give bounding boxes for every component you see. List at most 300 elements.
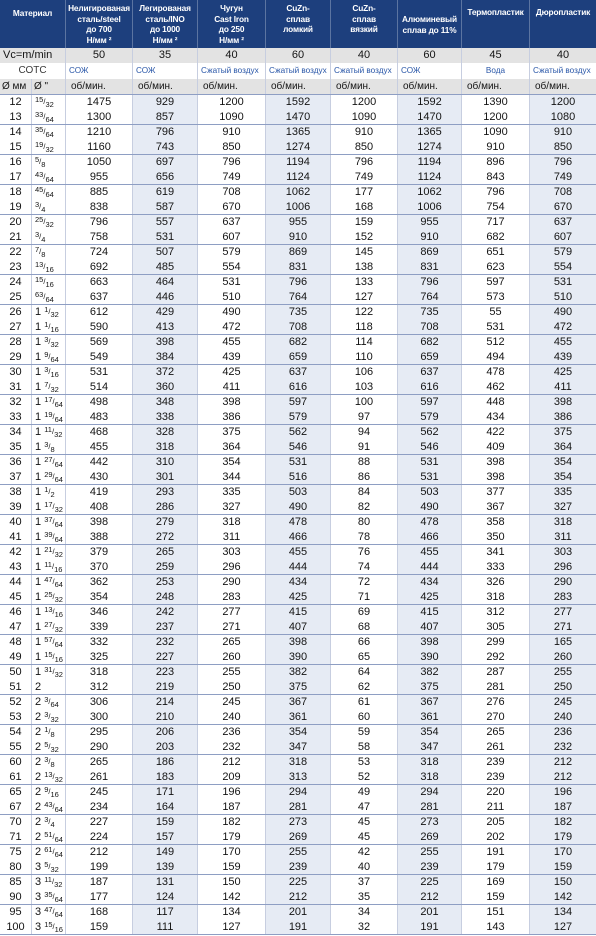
- fraction-slash: /: [48, 862, 51, 871]
- rpm-cell-unalloyed-steel: 199: [66, 860, 133, 874]
- rpm-cell-brass-tough: 76: [331, 545, 398, 560]
- rpm-cell-brass-tough: 133: [331, 275, 398, 290]
- rpm-cell-thermoplastic: 843: [462, 170, 530, 184]
- rpm-cell-brass-tough: 118: [331, 320, 398, 334]
- rpm-cell-thermoplastic: 754: [462, 200, 530, 214]
- rpm-cell-duroplastic: 127: [530, 920, 596, 934]
- diameter-mm-cell: 17: [0, 170, 32, 184]
- rpm-cell-cast-iron: 255: [198, 665, 266, 680]
- coolant-thermoplastic: Вода: [462, 63, 530, 79]
- fraction-whole: 1: [35, 501, 42, 513]
- rpm-cell-unalloyed-steel: 312: [66, 680, 133, 694]
- rpm-cell-duroplastic: 134: [530, 905, 596, 920]
- rpm-cell-cast-iron: 554: [198, 260, 266, 274]
- fraction-denominator: 8: [41, 250, 46, 259]
- fraction-slash: /: [52, 907, 55, 916]
- fraction-denominator: 64: [54, 520, 63, 529]
- diameter-inch-cell: [32, 335, 66, 350]
- rpm-cell-brass-brittle: 531: [266, 455, 331, 470]
- fraction-slash: /: [48, 727, 51, 736]
- rpm-cell-alloyed-steel: 265: [133, 545, 198, 560]
- table-row: [0, 275, 596, 290]
- table-row: [0, 605, 596, 620]
- fraction-numerator: 5: [44, 740, 49, 749]
- rpm-cell-duroplastic: 439: [530, 350, 596, 364]
- fraction-slash: /: [52, 577, 55, 586]
- fraction-denominator: 32: [45, 100, 54, 109]
- rpm-cell-aluminium-alloy: 318: [398, 755, 462, 770]
- diameter-inch-cell: [32, 365, 66, 380]
- rpm-cell-alloyed-steel: 413: [133, 320, 198, 334]
- rpm-cell-alloyed-steel: 301: [133, 470, 198, 484]
- rpm-cell-thermoplastic: 682: [462, 230, 530, 244]
- diameter-inch-cell: [32, 740, 66, 754]
- rpm-cell-thermoplastic: 597: [462, 275, 530, 290]
- fraction-slash: /: [43, 172, 46, 181]
- rpm-cell-cast-iron: 232: [198, 740, 266, 754]
- fraction-denominator: 64: [45, 190, 54, 199]
- diameter-mm-cell: 61: [0, 770, 32, 784]
- diameter-inch-cell: [32, 125, 66, 140]
- fraction-numerator: 57: [44, 635, 53, 644]
- cutting-speed-aluminium-alloy: 60: [398, 48, 462, 63]
- rpm-cell-thermoplastic: 717: [462, 215, 530, 230]
- rpm-cell-unalloyed-steel: 549: [66, 350, 133, 364]
- rpm-cell-duroplastic: 311: [530, 530, 596, 544]
- table-row: [0, 110, 596, 125]
- rpm-cell-brass-tough: 1200: [331, 95, 398, 110]
- material-header-line: до 250: [218, 24, 245, 34]
- table-row: [0, 665, 596, 680]
- diameter-mm-cell: 13: [0, 110, 32, 124]
- rpm-cell-aluminium-alloy: 1124: [398, 170, 462, 184]
- fraction-slash: /: [39, 157, 42, 166]
- fraction-numerator: 43: [35, 170, 44, 179]
- rpm-cell-cast-iron: 579: [198, 245, 266, 260]
- rpm-cell-brass-brittle: 382: [266, 665, 331, 680]
- rpm-cell-duroplastic: 411: [530, 380, 596, 394]
- fraction-whole: 1: [35, 621, 42, 633]
- rpm-cell-cast-iron: 187: [198, 800, 266, 814]
- fraction-whole: 2: [35, 726, 42, 738]
- table-row: [0, 680, 596, 695]
- rpm-cell-brass-brittle: 579: [266, 410, 331, 424]
- diameter-inch-cell: [32, 650, 66, 664]
- diameter-mm-cell: 53: [0, 710, 32, 724]
- fraction-whole: 1: [35, 411, 42, 423]
- fraction-numerator: 7: [35, 245, 40, 254]
- diameter-inch-cell: [32, 590, 66, 604]
- rpm-cell-alloyed-steel: 338: [133, 410, 198, 424]
- rpm-unit-alloyed-steel: об/мин.: [133, 79, 198, 94]
- rpm-cell-brass-tough: 152: [331, 230, 398, 244]
- rpm-cell-duroplastic: 303: [530, 545, 596, 560]
- rpm-cell-thermoplastic: 478: [462, 365, 530, 380]
- fraction-slash: /: [43, 97, 46, 106]
- rpm-cell-alloyed-steel: 183: [133, 770, 198, 784]
- rpm-cell-brass-brittle: 1062: [266, 185, 331, 200]
- rpm-cell-duroplastic: 255: [530, 665, 596, 680]
- diameter-inch-cell: [32, 845, 66, 860]
- rpm-cell-thermoplastic: 377: [462, 485, 530, 500]
- diameter-mm-cell: 36: [0, 455, 32, 470]
- coolant-brass-brittle: Сжатый воздух: [266, 63, 331, 79]
- diameter-mm-cell: 80: [0, 860, 32, 874]
- rpm-cell-alloyed-steel: 157: [133, 830, 198, 844]
- rpm-cell-cast-iron: 159: [198, 860, 266, 874]
- rpm-cell-brass-brittle: 869: [266, 245, 331, 260]
- diameter-inch-cell: [32, 770, 66, 784]
- fraction-slash: /: [51, 877, 55, 886]
- rpm-cell-alloyed-steel: 219: [133, 680, 198, 694]
- diameter-inch-cell: [32, 260, 66, 274]
- table-row: [0, 290, 596, 305]
- rpm-cell-cast-iron: 749: [198, 170, 266, 184]
- fraction-numerator: 9: [44, 785, 49, 794]
- rpm-cell-thermoplastic: 312: [462, 605, 530, 620]
- rpm-cell-thermoplastic: 169: [462, 875, 530, 890]
- material-header-alloyed-steel: [133, 0, 198, 48]
- diameter-inch-cell: [32, 245, 66, 260]
- rpm-cell-thermoplastic: 434: [462, 410, 530, 424]
- rpm-cell-unalloyed-steel: 590: [66, 320, 133, 334]
- fraction-numerator: 5: [44, 860, 49, 869]
- rpm-cell-cast-iron: 335: [198, 485, 266, 500]
- rpm-cell-alloyed-steel: 206: [133, 725, 198, 740]
- rpm-cell-brass-tough: 94: [331, 425, 398, 440]
- rpm-cell-duroplastic: 150: [530, 875, 596, 890]
- table-row: [0, 590, 596, 605]
- fraction-denominator: 32: [50, 865, 59, 874]
- rpm-cell-alloyed-steel: 111: [133, 920, 198, 934]
- fraction-denominator: 2: [50, 490, 55, 499]
- rpm-cell-brass-brittle: 708: [266, 320, 331, 334]
- diameter-mm-label: Ø мм: [0, 79, 32, 94]
- fraction-denominator: 16: [54, 925, 63, 934]
- rpm-cell-duroplastic: 318: [530, 515, 596, 530]
- rpm-unit-brass-brittle: об/мин.: [266, 79, 331, 94]
- rpm-cell-alloyed-steel: 446: [133, 290, 198, 304]
- rpm-cell-alloyed-steel: 310: [133, 455, 198, 470]
- rpm-cell-brass-brittle: 239: [266, 860, 331, 874]
- rpm-cell-brass-brittle: 735: [266, 305, 331, 320]
- table-row: [0, 440, 596, 455]
- fraction-numerator: 15: [35, 275, 44, 284]
- rpm-cell-thermoplastic: 1390: [462, 95, 530, 110]
- table-row: [0, 875, 596, 890]
- rpm-cell-alloyed-steel: 159: [133, 815, 198, 830]
- rpm-cell-aluminium-alloy: 616: [398, 380, 462, 394]
- rpm-cell-alloyed-steel: 318: [133, 440, 198, 454]
- rpm-cell-unalloyed-steel: 483: [66, 410, 133, 424]
- cutting-speed-unalloyed-steel: 50: [66, 48, 133, 63]
- table-row: [0, 530, 596, 545]
- diameter-mm-cell: 14: [0, 125, 32, 140]
- diameter-inch-label: Ø ": [32, 79, 66, 94]
- diameter-mm-cell: 71: [0, 830, 32, 844]
- rpm-cell-unalloyed-steel: 569: [66, 335, 133, 350]
- rpm-cell-duroplastic: 260: [530, 650, 596, 664]
- rpm-cell-unalloyed-steel: 346: [66, 605, 133, 620]
- rpm-cell-aluminium-alloy: 375: [398, 680, 462, 694]
- table-row: [0, 320, 596, 335]
- fraction-denominator: 64: [45, 175, 54, 184]
- rpm-cell-duroplastic: 910: [530, 125, 596, 140]
- rpm-cell-alloyed-steel: 348: [133, 395, 198, 410]
- rpm-cell-unalloyed-steel: 692: [66, 260, 133, 274]
- rpm-cell-aluminium-alloy: 478: [398, 515, 462, 530]
- fraction-denominator: 64: [50, 700, 59, 709]
- material-header-line: вязкий: [350, 24, 378, 34]
- rpm-cell-cast-iron: 296: [198, 560, 266, 574]
- diameter-inch-cell: [32, 545, 66, 560]
- rpm-cell-brass-brittle: 191: [266, 920, 331, 934]
- rpm-cell-thermoplastic: 494: [462, 350, 530, 364]
- rpm-cell-duroplastic: 232: [530, 740, 596, 754]
- fraction-denominator: 8: [50, 445, 55, 454]
- diameter-inch-cell: [32, 425, 66, 440]
- diameter-mm-cell: 33: [0, 410, 32, 424]
- fraction-slash: /: [48, 487, 51, 496]
- fraction-whole: 1: [35, 606, 42, 618]
- rpm-cell-cast-iron: 150: [198, 875, 266, 890]
- table-row: [0, 95, 596, 110]
- cutting-speed-label: Vc=m/min: [0, 48, 66, 63]
- fraction-whole: 1: [35, 591, 42, 603]
- rpm-cell-unalloyed-steel: 234: [66, 800, 133, 814]
- rpm-cell-unalloyed-steel: 212: [66, 845, 133, 860]
- fraction-slash: /: [52, 892, 55, 901]
- diameter-mm-cell: 48: [0, 635, 32, 650]
- fraction-slash: /: [39, 202, 42, 211]
- fraction-denominator: 64: [45, 295, 54, 304]
- fraction-slash: /: [48, 742, 51, 751]
- rpm-cell-aluminium-alloy: 1006: [398, 200, 462, 214]
- rpm-cell-alloyed-steel: 464: [133, 275, 198, 290]
- rpm-cell-unalloyed-steel: 159: [66, 920, 133, 934]
- table-row: [0, 620, 596, 635]
- rpm-cell-brass-brittle: 1365: [266, 125, 331, 140]
- rpm-cell-duroplastic: 554: [530, 260, 596, 274]
- rpm-cell-cast-iron: 311: [198, 530, 266, 544]
- rpm-cell-brass-brittle: 415: [266, 605, 331, 620]
- rpm-cell-aluminium-alloy: 579: [398, 410, 462, 424]
- rpm-cell-duroplastic: 354: [530, 470, 596, 484]
- fraction-whole: 1: [35, 531, 42, 543]
- rpm-cell-aluminium-alloy: 637: [398, 365, 462, 380]
- rpm-cell-alloyed-steel: 171: [133, 785, 198, 800]
- fraction-slash: /: [52, 832, 55, 841]
- diameter-inch-cell: [32, 800, 66, 814]
- rpm-cell-brass-tough: 103: [331, 380, 398, 394]
- rpm-cell-brass-brittle: 367: [266, 695, 331, 710]
- rpm-cell-aluminium-alloy: 1062: [398, 185, 462, 200]
- fraction-denominator: 64: [54, 415, 63, 424]
- rpm-cell-duroplastic: 1200: [530, 95, 596, 110]
- diameter-inch-cell: [32, 320, 66, 334]
- fraction-whole: 1: [35, 321, 42, 333]
- fraction-whole: 2: [35, 786, 42, 798]
- rpm-cell-alloyed-steel: 507: [133, 245, 198, 260]
- diameter-mm-cell: 46: [0, 605, 32, 620]
- fraction-whole: 2: [35, 846, 42, 858]
- diameter-inch-cell: [32, 185, 66, 200]
- rpm-cell-brass-brittle: 616: [266, 380, 331, 394]
- table-row: [0, 710, 596, 725]
- diameter-mm-cell: 34: [0, 425, 32, 440]
- table-row: [0, 455, 596, 470]
- diameter-mm-cell: 45: [0, 590, 32, 604]
- fraction-denominator: 32: [50, 745, 59, 754]
- fraction-numerator: 43: [44, 800, 53, 809]
- rpm-cell-alloyed-steel: 929: [133, 95, 198, 110]
- rpm-unit-aluminium-alloy: об/мин.: [398, 79, 462, 94]
- rpm-cell-thermoplastic: 350: [462, 530, 530, 544]
- rpm-cell-thermoplastic: 281: [462, 680, 530, 694]
- rpm-cell-unalloyed-steel: 442: [66, 455, 133, 470]
- material-header-label: Материал: [0, 0, 66, 48]
- fraction-slash: /: [43, 187, 46, 196]
- rpm-cell-unalloyed-steel: 388: [66, 530, 133, 544]
- fraction-slash: /: [52, 472, 55, 481]
- rpm-cell-unalloyed-steel: 187: [66, 875, 133, 890]
- diameter-mm-cell: 35: [0, 440, 32, 454]
- rpm-cell-brass-brittle: 637: [266, 365, 331, 380]
- fraction-denominator: 32: [54, 880, 63, 889]
- fraction-whole: 1: [35, 636, 42, 648]
- rpm-cell-aluminium-alloy: 955: [398, 215, 462, 230]
- fraction-slash: /: [43, 112, 46, 121]
- column-units-row: [0, 79, 596, 95]
- material-header-line: сплав: [286, 13, 310, 24]
- diameter-mm-cell: 21: [0, 230, 32, 244]
- rpm-cell-alloyed-steel: 237: [133, 620, 198, 634]
- table-row: [0, 335, 596, 350]
- rpm-cell-unalloyed-steel: 362: [66, 575, 133, 590]
- material-header-line: CuZn-: [352, 3, 376, 13]
- diameter-mm-cell: 51: [0, 680, 32, 694]
- rpm-cell-duroplastic: 240: [530, 710, 596, 724]
- rpm-cell-alloyed-steel: 232: [133, 635, 198, 650]
- rpm-cell-brass-brittle: 1470: [266, 110, 331, 124]
- diameter-mm-cell: 32: [0, 395, 32, 410]
- fraction-whole: 1: [35, 651, 42, 663]
- rpm-cell-alloyed-steel: 139: [133, 860, 198, 874]
- fraction-whole: 1: [35, 426, 42, 438]
- rpm-cell-alloyed-steel: 286: [133, 500, 198, 514]
- fraction-slash: /: [52, 622, 55, 631]
- table-row: [0, 215, 596, 230]
- rpm-cell-brass-brittle: 796: [266, 275, 331, 290]
- rpm-cell-aluminium-alloy: 225: [398, 875, 462, 890]
- rpm-cell-brass-brittle: 1592: [266, 95, 331, 110]
- rpm-unit-duroplastic: об/мин.: [535, 81, 570, 92]
- fraction-slash: /: [52, 532, 55, 541]
- rpm-cell-brass-brittle: 546: [266, 440, 331, 454]
- material-header-line: Н/мм ²: [86, 34, 112, 45]
- rpm-cell-aluminium-alloy: 398: [398, 635, 462, 650]
- rpm-cell-brass-brittle: 425: [266, 590, 331, 604]
- rpm-cell-aluminium-alloy: 869: [398, 245, 462, 260]
- fraction-numerator: 47: [44, 905, 53, 914]
- rpm-cell-unalloyed-steel: 637: [66, 290, 133, 304]
- rpm-cell-thermoplastic: 409: [462, 440, 530, 454]
- rpm-cell-thermoplastic: 179: [462, 860, 530, 874]
- rpm-cell-aluminium-alloy: 503: [398, 485, 462, 500]
- fraction-numerator: 51: [44, 830, 53, 839]
- cutting-speed-brass-tough: 40: [331, 48, 398, 63]
- fraction-whole: 1: [35, 381, 42, 393]
- rpm-cell-brass-brittle: 212: [266, 890, 331, 904]
- fraction-numerator: 3: [44, 365, 49, 374]
- rpm-cell-brass-brittle: 347: [266, 740, 331, 754]
- fraction-numerator: 15: [44, 920, 53, 929]
- table-row: [0, 365, 596, 380]
- rpm-cell-alloyed-steel: 697: [133, 155, 198, 170]
- rpm-cell-brass-tough: 65: [331, 650, 398, 664]
- diameter-mm-cell: 95: [0, 905, 32, 920]
- rpm-cell-brass-tough: 850: [331, 140, 398, 154]
- rpm-cell-aluminium-alloy: 318: [398, 770, 462, 784]
- fraction-denominator: 32: [50, 715, 59, 724]
- table-row: [0, 650, 596, 665]
- diameter-inch-cell: [32, 890, 66, 904]
- fraction-denominator: 64: [50, 355, 59, 364]
- fraction-slash: /: [39, 232, 42, 241]
- rpm-cell-brass-brittle: 503: [266, 485, 331, 500]
- rpm-cell-alloyed-steel: 557: [133, 215, 198, 230]
- rpm-cell-thermoplastic: 151: [462, 905, 530, 920]
- material-header-line: до 1000: [149, 24, 181, 34]
- diameter-mm-cell: 15: [0, 140, 32, 154]
- cutting-speed-brass-brittle: 60: [266, 48, 331, 63]
- fraction-denominator: 64: [45, 130, 54, 139]
- rpm-cell-brass-tough: 910: [331, 125, 398, 140]
- rpm-cell-brass-tough: 35: [331, 890, 398, 904]
- rpm-cell-aluminium-alloy: 659: [398, 350, 462, 364]
- rpm-cell-unalloyed-steel: 354: [66, 590, 133, 604]
- fraction-numerator: 13: [44, 770, 53, 779]
- rpm-cell-aluminium-alloy: 562: [398, 425, 462, 440]
- rpm-cell-duroplastic: 490: [530, 305, 596, 320]
- rpm-cell-brass-tough: 32: [331, 920, 398, 934]
- rpm-cell-cast-iron: 531: [198, 275, 266, 290]
- diameter-mm-cell: 16: [0, 155, 32, 170]
- diameter-inch-cell: [32, 920, 66, 934]
- rpm-cell-aluminium-alloy: 735: [398, 305, 462, 320]
- rpm-cell-brass-brittle: 434: [266, 575, 331, 590]
- fraction-numerator: 19: [44, 410, 53, 419]
- rpm-cell-unalloyed-steel: 300: [66, 710, 133, 724]
- fraction-denominator: 16: [50, 790, 59, 799]
- rpm-cell-unalloyed-steel: 663: [66, 275, 133, 290]
- fraction-slash: /: [43, 262, 46, 271]
- rpm-cell-unalloyed-steel: 514: [66, 380, 133, 394]
- table-row: [0, 830, 596, 845]
- rpm-cell-cast-iron: 236: [198, 725, 266, 740]
- rpm-cell-brass-tough: 177: [331, 185, 398, 200]
- fraction-whole: 1: [35, 516, 42, 528]
- fraction-whole: 2: [35, 801, 42, 813]
- table-row: [0, 770, 596, 785]
- material-header-line: сплав до 11%: [402, 24, 457, 35]
- rpm-cell-alloyed-steel: 259: [133, 560, 198, 574]
- table-row: [0, 545, 596, 560]
- fraction-slash: /: [52, 802, 55, 811]
- rpm-cell-cast-iron: 212: [198, 755, 266, 770]
- rpm-cell-thermoplastic: 531: [462, 320, 530, 334]
- rpm-cell-aluminium-alloy: 390: [398, 650, 462, 664]
